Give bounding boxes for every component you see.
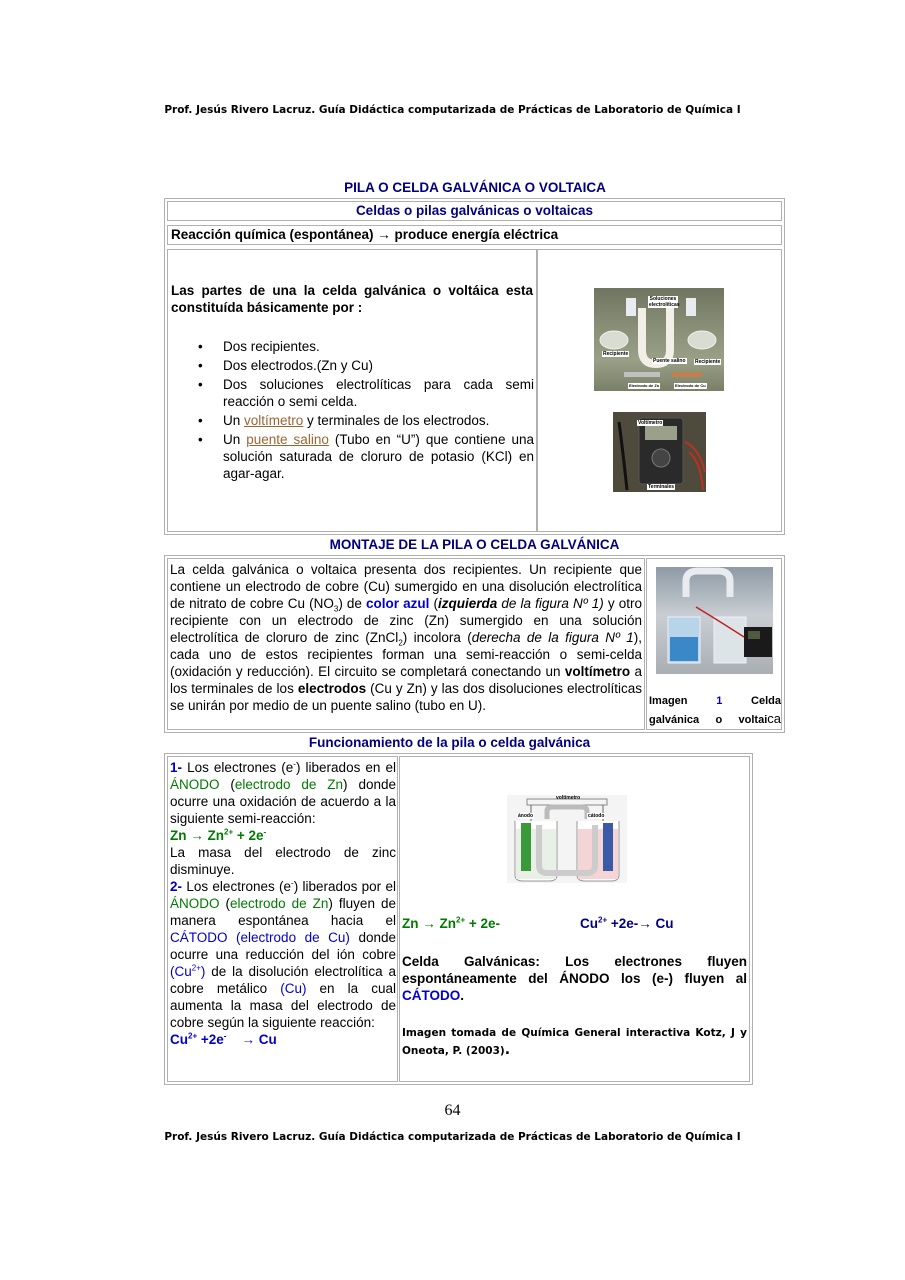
salt-bridge-link[interactable]: puente salino xyxy=(246,432,329,447)
label-container-left: Recipiente xyxy=(603,351,629,357)
assembled-cell-photo xyxy=(656,567,773,674)
parts-cell xyxy=(167,249,537,532)
assembly-image-cell xyxy=(646,558,782,730)
diagram-label-cathode: cátodo xyxy=(588,813,605,819)
section3-table xyxy=(164,753,753,1085)
step-1: 1- Los electrones (e-) liberados en el ÁNODO (electrodo de Zn) donde ocurre una oxidación de acuerdo a la siguiente semi-reacción: xyxy=(170,759,396,826)
section-title-galvanic-cell: PILA O CELDA GALVÁNICA O VOLTAICA xyxy=(344,180,606,195)
section1-table xyxy=(164,198,785,535)
galvanic-cell-drawing xyxy=(507,795,627,883)
list-item: • Dos recipientes. xyxy=(168,338,534,355)
label-terminals: Terminales xyxy=(648,484,675,490)
page-number: 64 xyxy=(444,1102,461,1119)
operation-steps xyxy=(170,759,396,1048)
label-electrode-cu: Electrodo de Cu xyxy=(675,383,706,388)
list-item-voltmeter: • Un voltímetro y terminales de los electrodos. xyxy=(168,412,534,429)
reaction-statement: Reacción química (espontánea) → produce energía eléctrica xyxy=(167,225,782,245)
label-container-right: Recipiente xyxy=(695,359,721,365)
assembly-text-cell xyxy=(167,558,645,730)
list-item: • Dos electrodos.(Zn y Cu) xyxy=(168,357,534,374)
parts-images-cell xyxy=(537,249,782,532)
electron-flow-paragraph: Celda Galvánicas: Los electrones fluyen espontáneamente del ÁNODO los (e-) fluyen al CÁTODO. xyxy=(402,954,747,1003)
cell-parts-photo xyxy=(594,288,724,391)
list-item-salt-bridge: • Un puente salino (Tubo en “U”) que contiene una solución saturada de cloruro de potasio (KCl) en agar-agar. xyxy=(168,431,534,482)
page-header: Prof. Jesús Rivero Lacruz. Guía Didáctica computarizada de Prácticas de Laboratorio de Química I xyxy=(164,104,741,116)
section-title-assembly: MONTAJE DE LA PILA O CELDA GALVÁNICA xyxy=(329,537,620,552)
parts-list xyxy=(168,338,534,484)
assembled-cell-drawing xyxy=(656,567,773,674)
parts-intro: Las partes de una la celda galvánica o voltáica esta constituída básicamente por : xyxy=(171,283,533,315)
cu-reduction-equation: $Cu^{2+} +2e^-$ → Cu xyxy=(170,1031,277,1047)
diagram-label-anode: ánodo xyxy=(518,813,533,819)
diagram-label-voltmeter: voltímetro xyxy=(556,795,581,801)
label-electrode-zn: Electrodo de Zn xyxy=(629,383,660,388)
voltmeter-link[interactable]: voltímetro xyxy=(244,413,304,428)
page-footer: Prof. Jesús Rivero Lacruz. Guía Didáctica computarizada de Prácticas de Laboratorio de Química I xyxy=(164,1131,741,1143)
half-reactions-line xyxy=(402,915,747,932)
figure-caption: Imagen 1 Celda galvánica o voltaica xyxy=(649,695,782,726)
assembly-paragraph: La celda galvánica o voltaica presenta dos recipientes. Un recipiente que contiene un electrodo de cobre (Cu) sumergido en una disolución electrolítica de nitrato de cobre Cu $(NO_3)$ de color azul (izquierda de la figura Nº 1) y otro recipiente con un electrodo de zinc (Zn) sumergido en una solución electrolítica de cloruro de zinc (ZnCl$_2$) incolora (derecha de la figura Nº 1), cada uno de estos recipientes forman una semi-reacción o semi-celda (oxidación y reducción). El circuito se completará conectando un voltímetro a los terminales de los electrodos (Cu y Zn) y las dos disoluciones electrolíticas se unirán por medio de un puente salino (tubo en U). xyxy=(170,562,643,713)
section1-subtitle: Celdas o pilas galvánicas o voltaicas xyxy=(167,201,782,221)
zn-mass-note: La masa del electrodo de zinc disminuye. xyxy=(170,845,396,877)
label-salt-bridge: Puente salino xyxy=(653,358,686,364)
zn-oxidation-equation: $Zn \to Zn^{2+} + 2e^-$ xyxy=(170,827,267,843)
section-title-operation: Funcionamiento de la pila o celda galvánica xyxy=(308,735,591,750)
section2-table xyxy=(164,555,785,733)
label-solutions: Soluciones electrolíticas xyxy=(649,296,680,308)
voltmeter-photo xyxy=(613,412,706,492)
image-credit: Imagen tomada de Química General interactiva Kotz, J y Oneota, P. (2003). xyxy=(402,1027,747,1058)
label-voltmeter: Voltímetro xyxy=(638,420,663,426)
list-item: • Dos soluciones electrolíticas para cada semi reacción o semi celda. xyxy=(168,376,534,410)
operation-text-cell xyxy=(167,756,398,1082)
zn-half-reaction: $Zn \to Zn^{2+} + 2e-$ xyxy=(402,915,501,931)
cu-half-reaction: $Cu^{2+} +2e-\to Cu$ xyxy=(580,915,674,931)
galvanic-cell-diagram xyxy=(507,795,627,883)
step-2: 2- Los electrones (e-) liberados por el ÁNODO (electrodo de Zn) fluyen de manera espontánea hacia el CÁTODO (electrodo de Cu) donde ocurre una reducción del ión cobre $(Cu^{2+})$ de la disolución electrolítica a cobre metálico (Cu) en la cual aumenta la masa del electrodo de cobre según la siguiente reacción: xyxy=(170,878,396,1030)
operation-diagram-cell xyxy=(399,756,750,1082)
